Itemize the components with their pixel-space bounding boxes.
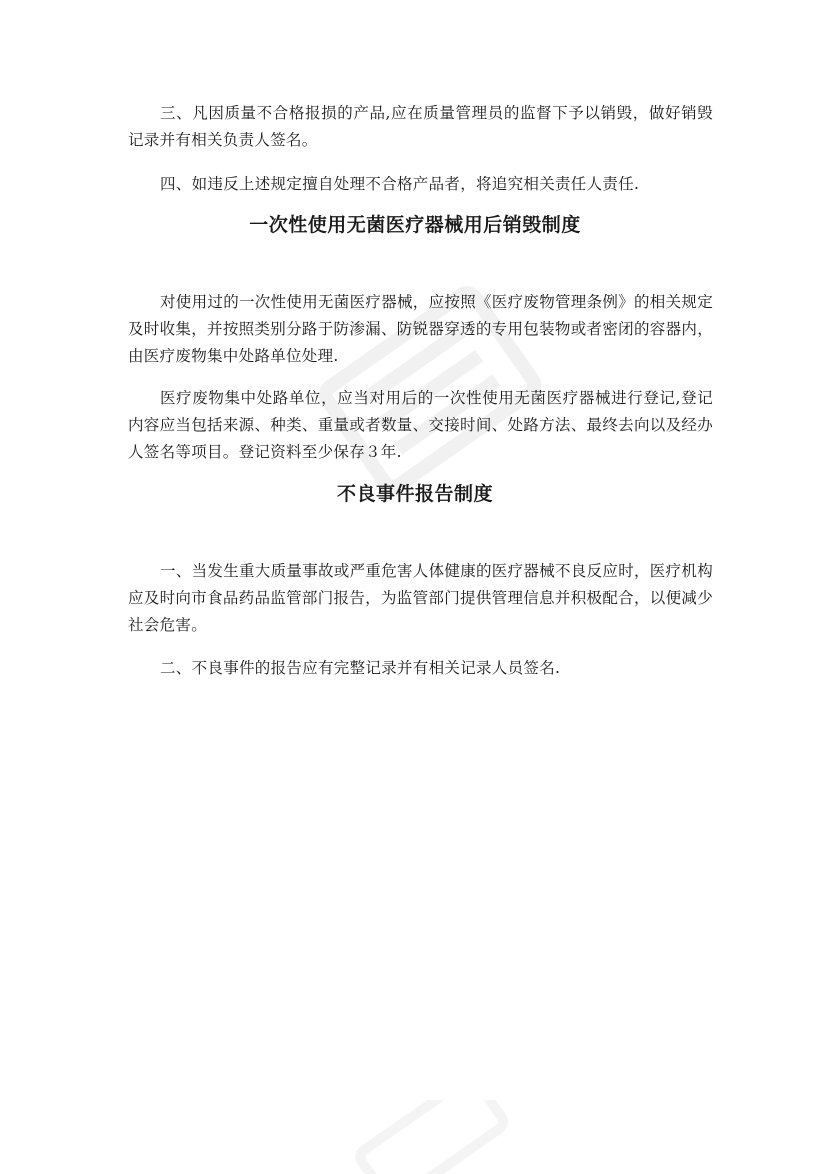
paragraph-adverse-reporting: 一、当发生重大质量事故或严重危害人体健康的医疗器械不良反应时，医疗机构应及时向市食品药品监管部门报告，为监管部门提供管理信息并积极配合，以便减少社会危害。 [128,562,714,634]
paragraph-destruction-collection: 对使用过的一次性使用无菌医疗器械，应按照《医疗废物管理条例》的相关规定及时收集，并按照类别分路于防渗漏、防锐器穿透的专用包装物或者密闭的容器内，由医疗废物集中处路单位处理. [128,293,714,365]
section-title-adverse-events: 不良事件报告制度 [336,483,493,505]
watermark-fragment-icon [330,1100,530,1174]
paragraph-rule-three: 三、凡因质量不合格报损的产品,应在质量管理员的监督下予以销毁，做好销毁记录并有相关负责人签名。 [128,104,713,149]
paragraph-destruction-registration: 医疗废物集中处路单位，应当对用后的一次性使用无菌医疗器械进行登记,登记内容应当包括来源、种类、重量或者数量、交接时间、处路方法、最终去向以及经办人签名等项目。登记资料至少保存３年. [128,389,713,461]
paragraph-adverse-records: 二、不良事件的报告应有完整记录并有相关记录人员签名. [160,659,561,677]
paragraph-rule-four: 四、如违反上述规定擅自处理不合格产品者，将追究相关责任人责任. [160,175,640,193]
section-title-destruction: 一次性使用无菌医疗器械用后销毁制度 [249,214,581,236]
